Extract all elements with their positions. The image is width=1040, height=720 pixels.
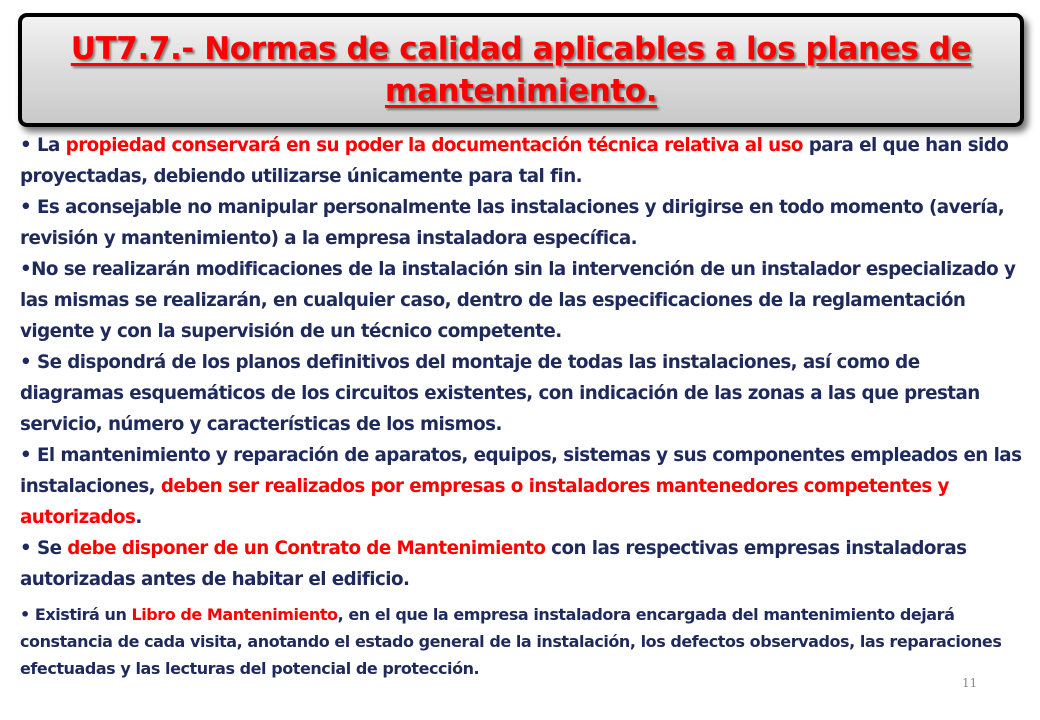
text-segment: , en el que la empresa instaladora encargada del mantenimiento dejará constancia de cada visita, anotando el estado general de la instalación, los defectos observados, las reparaciones efectuadas y las lecturas del potencial de protección. bbox=[20, 605, 1002, 678]
paragraph bbox=[20, 192, 1026, 254]
bullet-icon: • bbox=[20, 352, 32, 373]
highlighted-text: propiedad conservará en su poder la documentación técnica relativa al uso bbox=[65, 135, 803, 156]
paragraph bbox=[20, 533, 1026, 595]
highlighted-text: deben ser realizados por empresas o instaladores mantenedores competentes y autorizados bbox=[20, 476, 949, 528]
bullet-icon: • bbox=[20, 197, 32, 218]
title-box bbox=[18, 13, 1024, 127]
bullet-icon: • bbox=[20, 135, 32, 156]
text-segment: . bbox=[135, 507, 142, 528]
text-segment: Es aconsejable no manipular personalmente las instalaciones y dirigirse en todo momento (avería, revisión y mantenimiento) a la empresa instaladora específica. bbox=[20, 197, 1005, 249]
text-segment: Se dispondrá de los planos definitivos del montaje de todas las instalaciones, así como de diagramas esquemáticos de los circuitos existentes, con indicación de las zonas a las que prestan servicio, número y características de los mismos. bbox=[20, 352, 980, 435]
bullet-icon: • bbox=[20, 538, 32, 559]
text-segment: Se bbox=[31, 538, 68, 559]
paragraph bbox=[20, 254, 1026, 347]
paragraph bbox=[20, 440, 1026, 533]
slide-title: UT7.7.- Normas de calidad aplicables a los planes de mantenimiento. bbox=[70, 31, 972, 109]
text-segment: con las respectivas empresas instaladoras autorizadas antes de habitar el edificio. bbox=[20, 538, 967, 590]
paragraph bbox=[20, 601, 1026, 682]
highlighted-text: debe disponer de un Contrato de Mantenimiento bbox=[67, 538, 546, 559]
text-segment: No se realizarán modificaciones de la instalación sin la intervención de un instalador especializado y las mismas se realizarán, en cualquier caso, dentro de las especificaciones de la reglamentación vigente y con la supervisión de un técnico competente. bbox=[20, 259, 1016, 342]
text-segment: Existirá un bbox=[29, 605, 132, 624]
bullet-icon: • bbox=[20, 605, 30, 624]
highlighted-text: Libro de Mantenimiento bbox=[131, 605, 338, 624]
content-area bbox=[20, 130, 1026, 682]
bullet-icon: • bbox=[20, 259, 32, 280]
text-segment: para el que han sido proyectadas, debiendo utilizarse únicamente para tal fin. bbox=[20, 135, 1009, 187]
bullet-icon: • bbox=[20, 445, 32, 466]
text-segment: El mantenimiento y reparación de aparatos, equipos, sistemas y sus componentes empleados en las instalaciones, bbox=[20, 445, 1022, 497]
paragraph bbox=[20, 130, 1026, 192]
text-segment: La bbox=[31, 135, 66, 156]
paragraph bbox=[20, 347, 1026, 440]
page-number: 11 bbox=[962, 676, 978, 690]
